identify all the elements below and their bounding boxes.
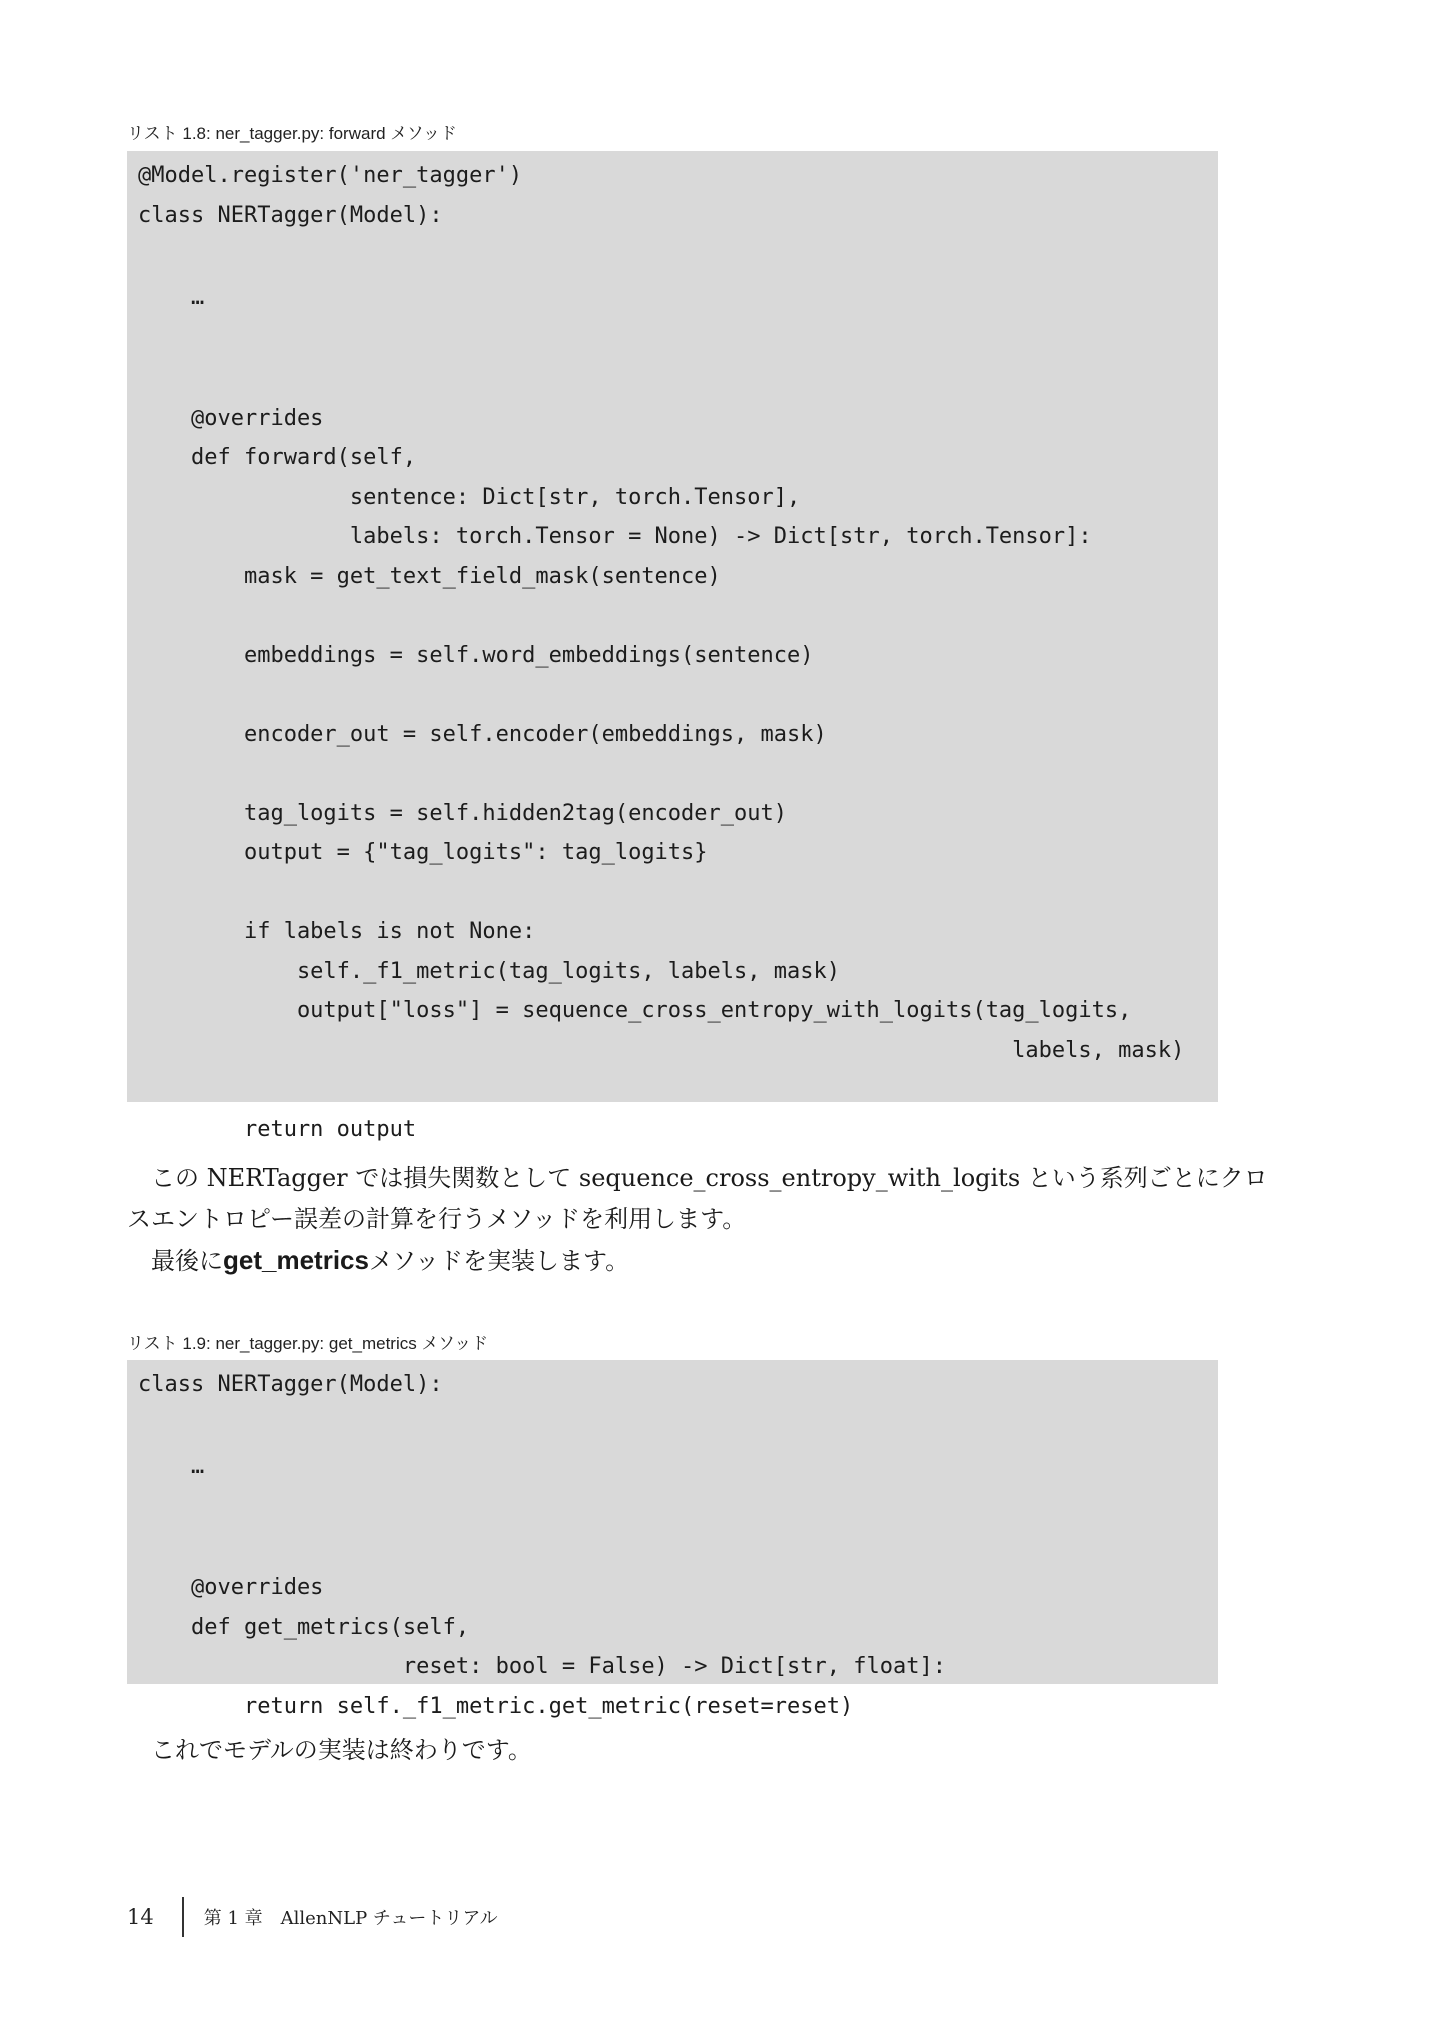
code-line: if labels is not None:: [138, 919, 536, 944]
code-line: tag_logits = self.hidden2tag(encoder_out): [138, 800, 788, 826]
code-line: encoder_out = self.encoder(embeddings, mask): [138, 721, 827, 747]
paragraph-line: スエントロピー誤差の計算を行うメソッドを利用します。: [127, 1205, 747, 1233]
code-block-forward: [127, 151, 1218, 1142]
page-footer: [127, 1897, 498, 1937]
code-line: embeddings = self.word_embeddings(sentence): [138, 642, 814, 668]
paragraph-line: この NERTagger では損失関数として sequence_cross_entropy_with_logits という系列ごとにクロ: [127, 1164, 1268, 1192]
code-line: sentence: Dict[str, torch.Tensor],: [138, 484, 801, 510]
code-line: [138, 320, 1218, 360]
listing-caption-2: リスト 1.9: ner_tagger.py: get_metrics メソッド: [127, 1334, 489, 1353]
code-line: class NERTagger(Model):: [138, 1372, 443, 1397]
page-number: 14: [127, 1905, 154, 1929]
code-line: def get_metrics(self,: [138, 1614, 470, 1640]
code-line: [138, 754, 1218, 794]
code-line: [138, 873, 1218, 913]
code-line: [138, 1529, 1218, 1569]
code-line: @overrides: [138, 405, 324, 431]
code-line: output = {"tag_logits": tag_logits}: [138, 840, 708, 865]
code-line: labels: torch.Tensor = None) -> Dict[str, torch.Tensor]:: [138, 524, 1092, 549]
code-line: def forward(self,: [138, 445, 417, 470]
listing-caption-1: リスト 1.8: ner_tagger.py: forward メソッド: [127, 124, 457, 143]
paragraph-text: メソッドを実装します。: [368, 1247, 630, 1275]
code-line: [138, 235, 1218, 275]
footer-divider: [182, 1897, 184, 1937]
inline-method-name: get_metrics: [223, 1245, 369, 1275]
code-line: mask = get_text_field_mask(sentence): [138, 563, 721, 589]
code-line: @overrides: [138, 1575, 324, 1600]
code-line: class NERTagger(Model):: [138, 202, 443, 228]
body-paragraph-1: [127, 1158, 1268, 1282]
code-line: …: [138, 1454, 205, 1479]
paragraph-line: [127, 1240, 1218, 1282]
code-block-get-metrics: [127, 1360, 1218, 1719]
code-line: return self._f1_metric.get_metric(reset=reset): [138, 1693, 854, 1719]
code-line: [138, 596, 1218, 636]
code-line: return output: [138, 1116, 417, 1142]
code-line: reset: bool = False) -> Dict[str, float]:: [138, 1654, 946, 1679]
paragraph-text: 最後に: [127, 1247, 223, 1275]
code-line: output["loss"] = sequence_cross_entropy_with_logits(tag_logits,: [138, 998, 1132, 1023]
code-line: self._f1_metric(tag_logits, labels, mask): [138, 958, 840, 984]
code-line: labels, mask): [138, 1037, 1185, 1063]
code-line: @Model.register('ner_tagger'): [138, 163, 523, 188]
code-line: …: [138, 284, 205, 310]
code-line: [138, 359, 1218, 399]
code-line: [138, 675, 1218, 715]
chapter-title: 第 1 章 AllenNLP チュートリアル: [203, 1908, 498, 1929]
body-paragraph-2: これでモデルの実装は終わりです。: [127, 1736, 532, 1764]
code-line: [138, 1405, 1218, 1445]
code-line: [138, 1070, 1218, 1110]
code-line: [138, 1489, 1218, 1529]
